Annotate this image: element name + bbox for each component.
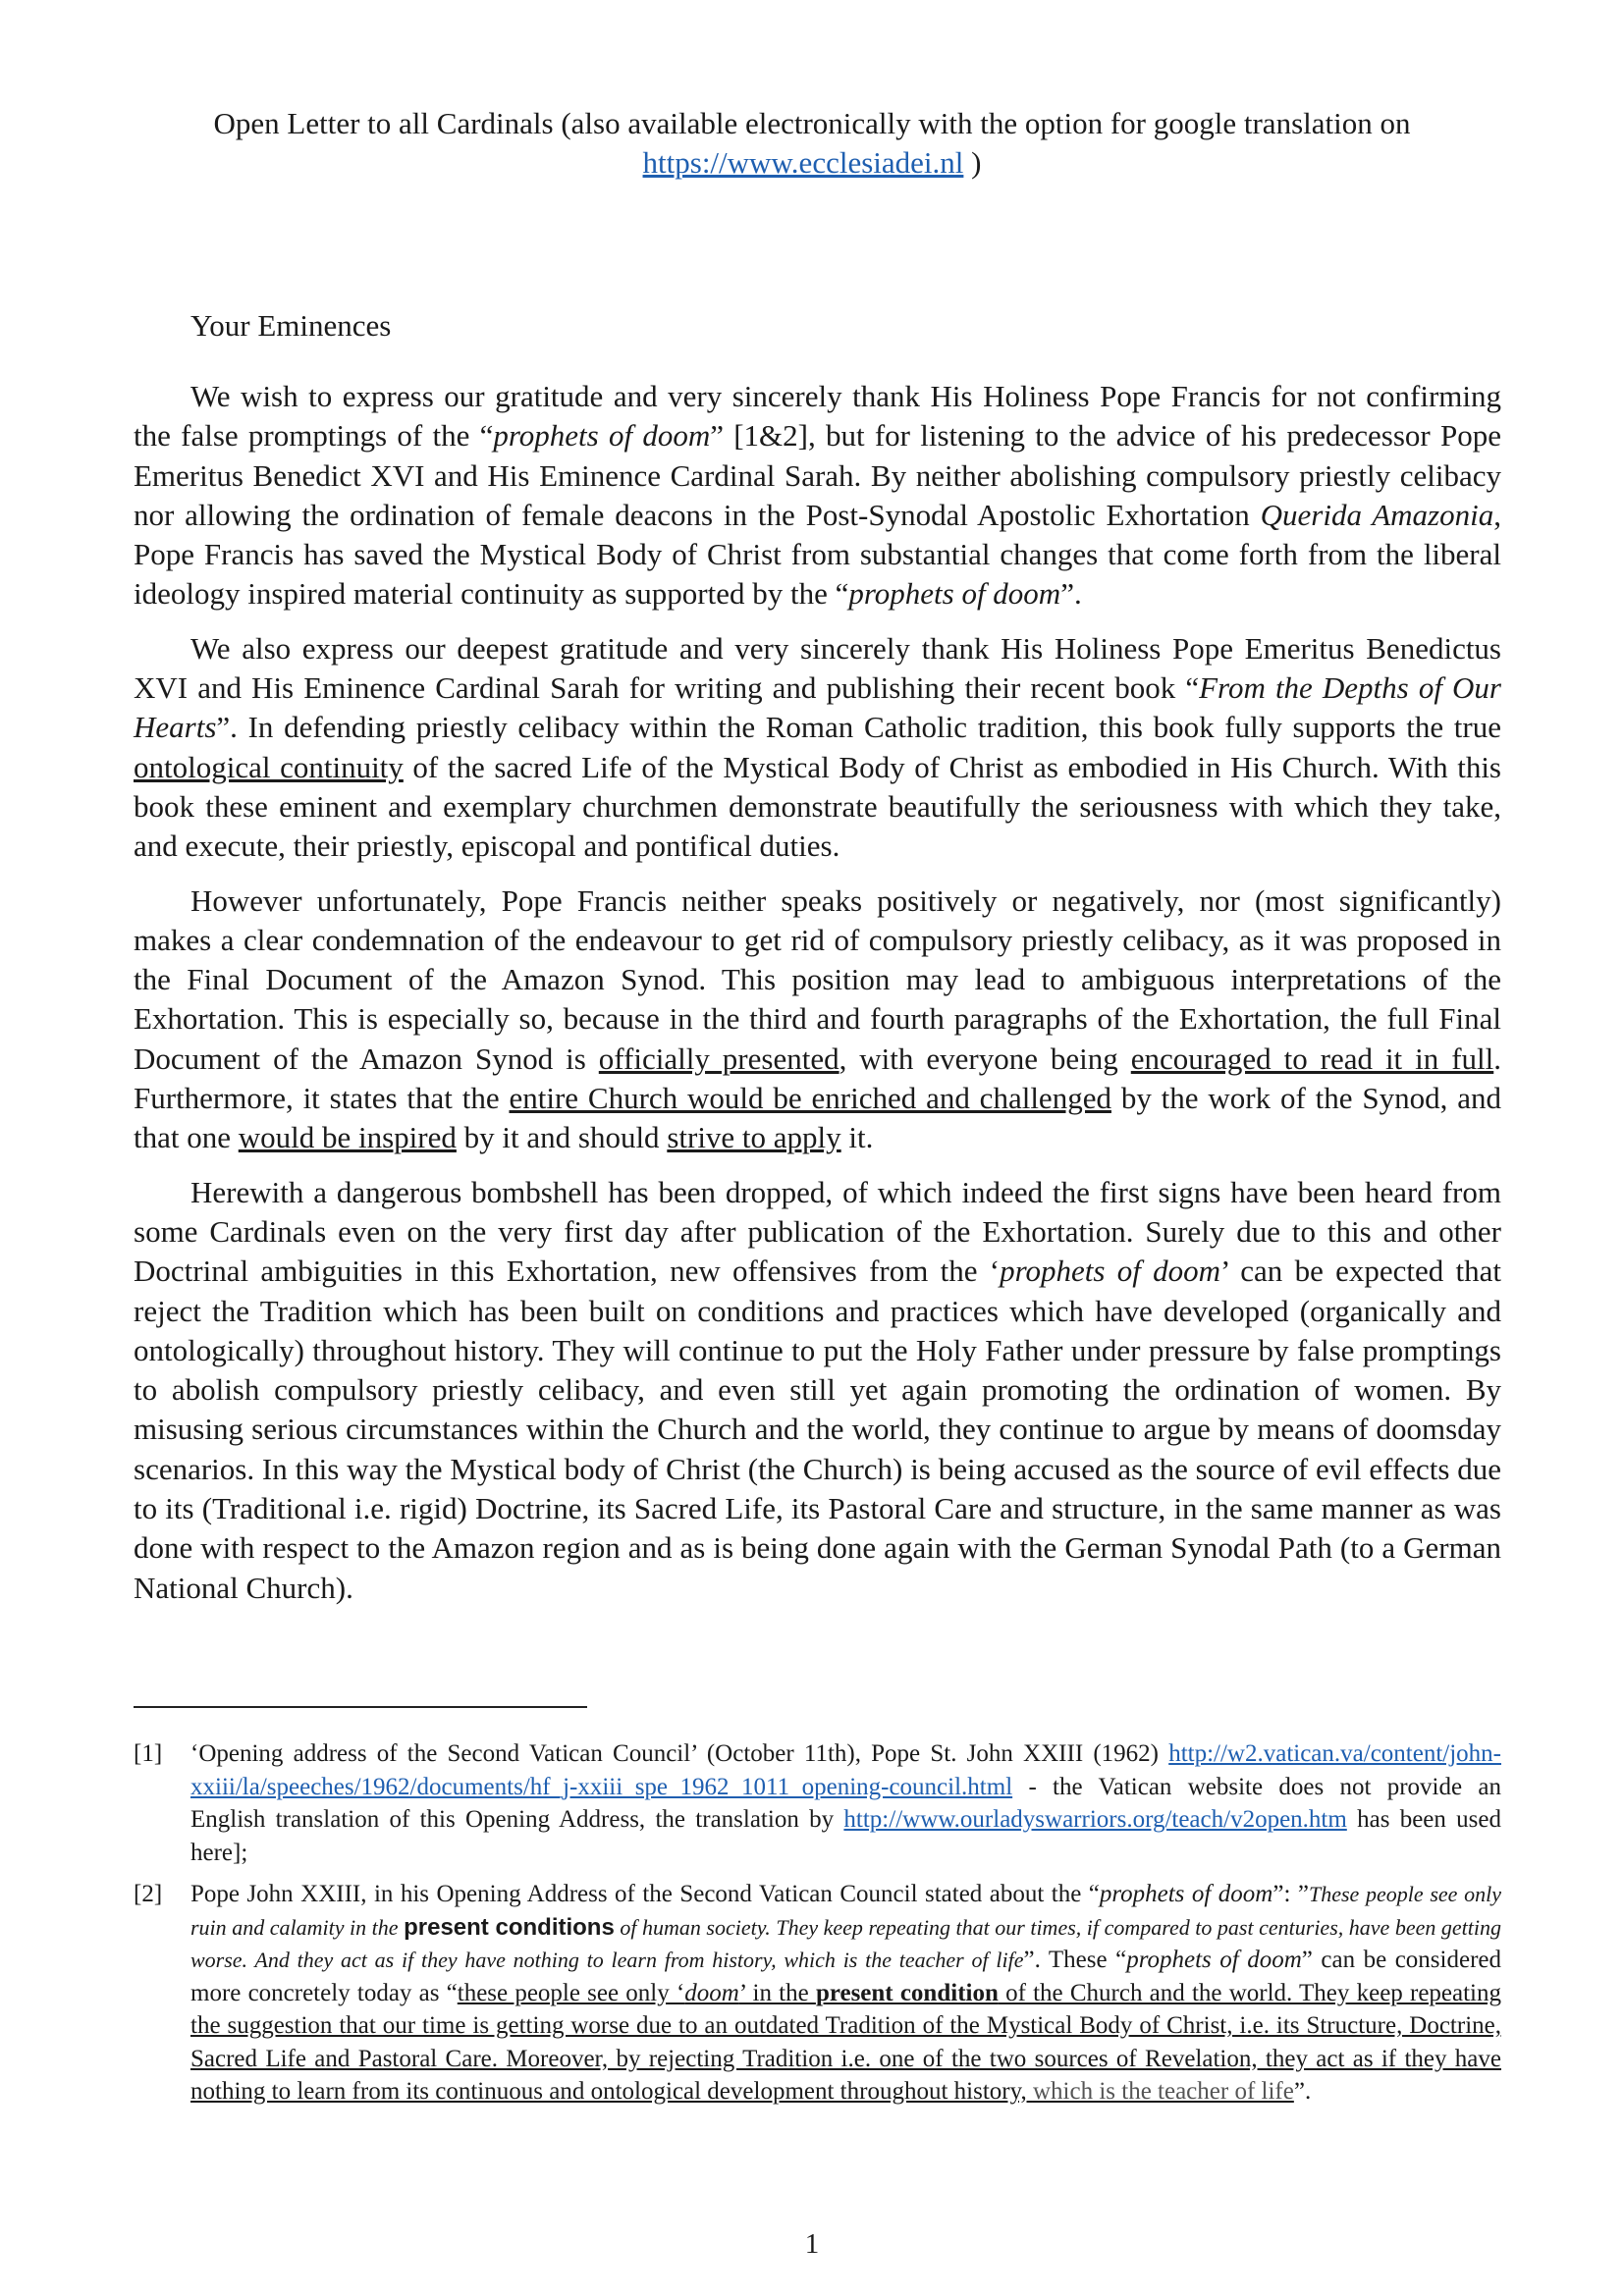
text: which is the teacher of life bbox=[1032, 2078, 1294, 2105]
text: ”. In defending priestly celibacy within the Roman Catholic tradition, this book fully supports the true bbox=[216, 710, 1501, 745]
letter-header bbox=[177, 104, 1447, 183]
text: of the sacred Life of the Mystical Body of Christ as embodied in His Church. With this book these eminent and exemplary churchmen demonstrate beautifully the seriousness with which they take, and execute, their priestly, episcopal and pontifical duties. bbox=[134, 749, 1501, 864]
text: Pope John XXIII, in his Opening Address of the Second Vatican Council stated about the “ bbox=[190, 1881, 1100, 1907]
italic-text: doom bbox=[684, 1979, 739, 2006]
text: ” [1&2], but for listening to the advice of his predecessor Pope Emeritus Benedict XVI and His Eminence Cardinal Sarah. By neither abolishing compulsory priestly celibacy nor allowing the ordination of female deacons in the Post-Synodal Apostolic Exhortation bbox=[134, 418, 1501, 532]
text: , with everyone being bbox=[839, 1041, 1131, 1076]
footnote-number: [1] bbox=[134, 1740, 163, 1767]
quote-text: These people see only ruin and calamity in the bbox=[190, 1882, 1502, 1940]
underlined-text: ontological continuity bbox=[134, 749, 404, 784]
italic-text: prophets of doom bbox=[1126, 1947, 1302, 1973]
text: by it and should bbox=[456, 1120, 668, 1155]
underlined-text: encouraged to read it in full bbox=[1130, 1041, 1494, 1076]
text: Herewith a dangerous bombshell has been dropped, of which indeed the first signs have been heard from some Cardinals even on the very first day after publication of the Exhortation. Surely due to this and other Doctrinal ambiguities in this Exhortation, new offensives from the ‘ bbox=[134, 1174, 1501, 1289]
underlined-text: officially presented bbox=[598, 1041, 839, 1076]
text: , Pope Francis has saved the Mystical Body of Christ from substantial changes that come forth from the liberal ideology inspired material continuity as supported by the “ bbox=[134, 497, 1501, 612]
text: it. bbox=[840, 1120, 874, 1155]
header-link[interactable]: https://www.ecclesiadei.nl bbox=[642, 145, 964, 180]
paragraph-2 bbox=[134, 629, 1501, 867]
underlined-text: would be inspired bbox=[238, 1120, 457, 1155]
text: ‘Opening address of the Second Vatican Council’ (October 11th), Pope St. John XXIII (1962) bbox=[190, 1740, 1169, 1767]
text: ”: ” bbox=[1272, 1881, 1309, 1907]
italic-text: prophets of doom bbox=[1099, 1881, 1273, 1907]
text: ”. bbox=[1293, 2078, 1312, 2105]
footnote-separator bbox=[134, 1706, 587, 1708]
italic-text: Querida Amazonia bbox=[1260, 497, 1494, 532]
footnote-text bbox=[190, 1878, 1501, 2109]
bold-text: present conditions bbox=[404, 1913, 615, 1941]
bold-text: present condition bbox=[815, 1979, 999, 2006]
text: ”. bbox=[1060, 576, 1082, 612]
text: We also express our deepest gratitude and very sincerely thank His Holiness Pope Emeritus Benedictus XVI and His Eminence Cardinal Sarah for writing and publishing their recent book “ bbox=[134, 630, 1501, 706]
book-title: From the Depths of Our Hearts bbox=[134, 670, 1501, 745]
text: - the Vatican website does not provide an English translation of this Opening Address, the translation by bbox=[190, 1773, 1501, 1833]
text: ’ can be expected that reject the Tradition which has been built on conditions and practices which have developed (organically and ontologically) throughout history. They will continue to put the Holy Father under pressure by false promptings to abolish compulsory priestly celibacy, and even still yet again promoting the ordination of women. By misusing serious circumstances within the Church and the world, they continue to argue by means of doomsday scenarios. In this way the Mystical body of Christ (the Church) is being accused as the source of evil effects due to its (Traditional i.e. rigid) Doctrine, its Sacred Life, its Pastoral Care and structure, in the same manner as was done with respect to the Amazon region and as is being done again with the German Synodal Path (to a German National Church). bbox=[134, 1254, 1501, 1605]
quote-text: of human society. They keep repeating that our times, if compared to past centuries, have been getting worse. And they act as if they have nothing to learn from history, which is the teacher of life bbox=[190, 1914, 1502, 1972]
footnote-number: [2] bbox=[134, 1881, 163, 1907]
text: However unfortunately, Pope Francis neither speaks positively or negatively, nor (most significantly) makes a clear condemnation of the endeavour to get rid of compulsory priestly celibacy, as it was proposed in the Final Document of the Amazon Synod. This position may lead to ambiguous interpretations of the Exhortation. This is especially so, because in the third and fourth paragraphs of the Exhortation, the full Final Document of the Amazon Synod is bbox=[134, 882, 1501, 1076]
text: . Furthermore, it states that the bbox=[134, 1041, 1501, 1116]
letter-body bbox=[134, 377, 1501, 1623]
text: has been used here]; bbox=[190, 1806, 1502, 1866]
footnotes bbox=[134, 1737, 1501, 2117]
italic-text: prophets of doom bbox=[493, 418, 711, 454]
underlined-text: strive to apply bbox=[667, 1120, 841, 1155]
underlined-text: entire Church would be enriched and challenged bbox=[509, 1081, 1111, 1116]
footnote-2 bbox=[134, 1878, 1501, 2109]
header-text: Open Letter to all Cardinals (also available electronically with the option for google translation on bbox=[213, 106, 1411, 140]
text: ”. These “ bbox=[1023, 1947, 1127, 1973]
footnote-1 bbox=[134, 1737, 1501, 1869]
salutation: Your Eminences bbox=[190, 308, 392, 343]
paragraph-1 bbox=[134, 377, 1501, 614]
ourladyswarriors-link[interactable]: http://www.ourladyswarriors.org/teach/v2open.htm bbox=[843, 1806, 1347, 1833]
text: We wish to express our gratitude and very sincerely thank His Holiness Pope Francis for not confirming the false promptings of the “ bbox=[134, 379, 1501, 454]
text: ” can be considered more concretely today as “ bbox=[190, 1947, 1502, 2006]
text: ’ in the bbox=[738, 1979, 816, 2006]
text: these people see only ‘ bbox=[457, 1979, 685, 2006]
vatican-link[interactable]: http://w2.vatican.va/content/john-xxiii/la/speeches/1962/documents/hf_j-xxiii_spe_1962_1011_opening-council.html bbox=[190, 1740, 1501, 1800]
footnote-text bbox=[190, 1737, 1501, 1869]
page-number: 1 bbox=[804, 2228, 820, 2260]
text: by the work of the Synod, and that one bbox=[134, 1081, 1501, 1155]
header-after-link: ) bbox=[963, 145, 982, 180]
italic-text: prophets of doom bbox=[1000, 1254, 1220, 1289]
text: of the Church and the world. They keep repeating the suggestion that our time is getting worse due to an outdated Tradition of the Mystical Body of Christ, i.e. its Structure, Doctrine, Sacred Life and Pastoral Care. Moreover, by rejecting Tradition i.e. one of the two sources of Revelation, they act as if they have nothing to learn from its continuous and ontological development throughout history, bbox=[190, 1979, 1502, 2105]
paragraph-3 bbox=[134, 881, 1501, 1158]
paragraph-4 bbox=[134, 1173, 1501, 1608]
italic-text: prophets of doom bbox=[848, 576, 1061, 612]
